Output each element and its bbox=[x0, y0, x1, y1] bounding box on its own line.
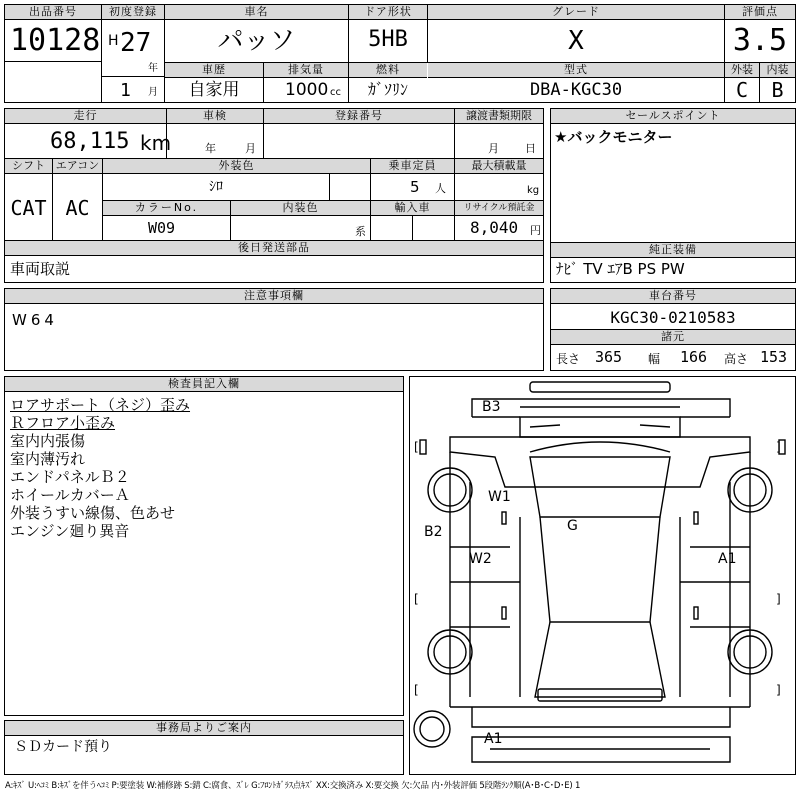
lot-no-label: 出品番号 bbox=[5, 5, 101, 20]
history-label: 車歴 bbox=[165, 63, 263, 78]
car-name: パッソ bbox=[217, 26, 296, 56]
sales-point: ★バックモニター bbox=[554, 128, 673, 146]
transfer-day-unit: 日 bbox=[525, 142, 536, 155]
max-load-label: 最大積載量 bbox=[455, 159, 543, 174]
diagram-mark: A1 bbox=[718, 551, 737, 567]
capacity: 5 bbox=[410, 178, 420, 196]
inspector-line: 室内薄汚れ bbox=[10, 450, 86, 468]
equipment-label: 純正装備 bbox=[551, 243, 795, 258]
diagram-mark: A1 bbox=[484, 731, 503, 747]
model-label: 型式 bbox=[428, 63, 724, 78]
car-name-label: 車名 bbox=[165, 5, 348, 20]
height-label: 高さ bbox=[724, 352, 749, 366]
import-label: 輸入車 bbox=[371, 201, 454, 216]
length-label: 長さ bbox=[556, 352, 581, 366]
displacement-label: 排気量 bbox=[264, 63, 348, 78]
legend: A:ｷｽﾞ U:ﾍｺﾐ B:ｷｽﾞを伴うﾍｺﾐ P:要塗装 W:補修跡 S:錆 C:腐食、ｽﾞﾚ G:ﾌﾛﾝﾄｶﾞﾗｽ点ｷｽﾞ XX:交換済み X:要交換 欠:欠品 内･外装評価 5段階ﾗﾝｸ順(A･B･C･D･E) 1 bbox=[5, 781, 581, 791]
score-label: 評価点 bbox=[725, 5, 795, 20]
chassis-label: 車台番号 bbox=[551, 289, 795, 304]
door-label: ドア形状 bbox=[349, 5, 427, 20]
ext-color-label: 外装色 bbox=[103, 159, 370, 174]
inspector-line: ホイールカバーＡ bbox=[10, 486, 130, 504]
later-parts-label: 後日発送部品 bbox=[5, 241, 543, 256]
insp-year-unit: 年 bbox=[205, 142, 216, 155]
lot-no: 10128 bbox=[10, 23, 101, 58]
width: 166 bbox=[680, 348, 708, 366]
sales-label: セールスポイント bbox=[551, 109, 795, 124]
diagram-mark: G bbox=[567, 518, 578, 534]
mileage: 68,115 bbox=[50, 129, 130, 154]
year-unit: 年 bbox=[148, 63, 158, 74]
reg-year: 27 bbox=[120, 28, 152, 58]
mileage-label: 走行 bbox=[5, 109, 166, 124]
inspector-lines bbox=[10, 396, 190, 540]
reg-no-label: 登録番号 bbox=[264, 109, 454, 124]
mileage-unit: km bbox=[140, 131, 172, 155]
door-type: 5HB bbox=[368, 27, 408, 52]
transfer-label: 譲渡書類期限 bbox=[455, 109, 543, 124]
reg-month: 1 bbox=[120, 80, 131, 101]
ext-color: ｼﾛ bbox=[209, 179, 223, 195]
dims-label: 諸元 bbox=[551, 330, 795, 345]
shift-label: シフト bbox=[5, 159, 52, 174]
inspector-line: エンドパネルＢ２ bbox=[10, 468, 130, 486]
capacity-unit: 人 bbox=[435, 182, 446, 195]
inspector-line: Ｒフロア小歪み bbox=[10, 414, 116, 432]
capacity-label: 乗車定員 bbox=[371, 159, 454, 174]
chassis-no: KGC30-0210583 bbox=[610, 308, 736, 327]
width-label: 幅 bbox=[648, 352, 661, 366]
length: 365 bbox=[595, 348, 623, 366]
inspector-line: 外装うすい線傷、色あせ bbox=[10, 504, 176, 522]
int-color-unit: 系 bbox=[355, 225, 366, 238]
inspector-line: ロアサポート（ネジ）歪み bbox=[10, 396, 191, 414]
exterior-score: C bbox=[735, 78, 749, 102]
fuel-label: 燃料 bbox=[349, 63, 427, 78]
diagram-mark: W2 bbox=[469, 551, 492, 567]
int-color-label: 内装色 bbox=[231, 201, 370, 216]
inspection-label: 車検 bbox=[167, 109, 263, 124]
displacement-unit: cc bbox=[330, 87, 341, 98]
diagram-bracket: ] bbox=[776, 592, 781, 606]
interior-score: B bbox=[771, 78, 784, 102]
inspector-line: 室内内張傷 bbox=[10, 432, 86, 450]
displacement: 1000 bbox=[285, 80, 329, 100]
office-label: 事務局よりご案内 bbox=[5, 721, 403, 736]
recycle-unit: 円 bbox=[530, 224, 541, 237]
height: 153 bbox=[760, 348, 788, 366]
color-no: W09 bbox=[148, 219, 176, 237]
diagram-bracket: ] bbox=[776, 440, 781, 454]
interior-label: 内装 bbox=[760, 63, 795, 78]
shift: CAT bbox=[10, 196, 47, 220]
first-reg-label: 初度登録 bbox=[102, 5, 164, 20]
office-text: ＳＤカード預り bbox=[14, 739, 112, 755]
color-no-label: カラーNo. bbox=[103, 201, 230, 216]
diagram-bracket: [ bbox=[414, 440, 419, 454]
transfer-month-unit: 月 bbox=[488, 142, 499, 155]
fuel: ｶﾞｿﾘﾝ bbox=[367, 80, 408, 99]
ac: AC bbox=[65, 196, 90, 220]
inspector-label: 検査員記入欄 bbox=[5, 377, 403, 392]
inspector-line: エンジン廻り異音 bbox=[10, 522, 130, 540]
diagram-bracket: [ bbox=[414, 592, 419, 606]
notes-text: W64 bbox=[12, 311, 58, 329]
model: DBA-KGC30 bbox=[529, 80, 623, 100]
grade: X bbox=[568, 26, 584, 56]
exterior-label: 外装 bbox=[725, 63, 759, 78]
recycle: 8,040 bbox=[470, 218, 519, 237]
diagram-mark: B3 bbox=[482, 399, 501, 415]
insp-month-unit: 月 bbox=[245, 142, 256, 155]
month-unit: 月 bbox=[148, 87, 158, 98]
diagram-mark: W1 bbox=[488, 489, 511, 505]
diagram-bracket: ] bbox=[776, 683, 781, 697]
era: H bbox=[108, 33, 119, 49]
equipment: ﾅﾋﾞ TV ｴｱB PS PW bbox=[556, 260, 685, 278]
later-parts: 車両取説 bbox=[10, 260, 71, 278]
notes-label: 注意事項欄 bbox=[5, 289, 543, 304]
diagram-bracket: [ bbox=[414, 683, 419, 697]
score: 3.5 bbox=[732, 23, 788, 58]
history: 自家用 bbox=[188, 80, 240, 100]
diagram-mark: B2 bbox=[424, 524, 443, 540]
max-load-unit: kg bbox=[527, 185, 540, 196]
car-diagram bbox=[410, 377, 795, 774]
ac-label: エアコン bbox=[53, 159, 102, 174]
grade-label: グレード bbox=[428, 5, 724, 20]
recycle-label: リサイクル預託金 bbox=[455, 201, 543, 216]
